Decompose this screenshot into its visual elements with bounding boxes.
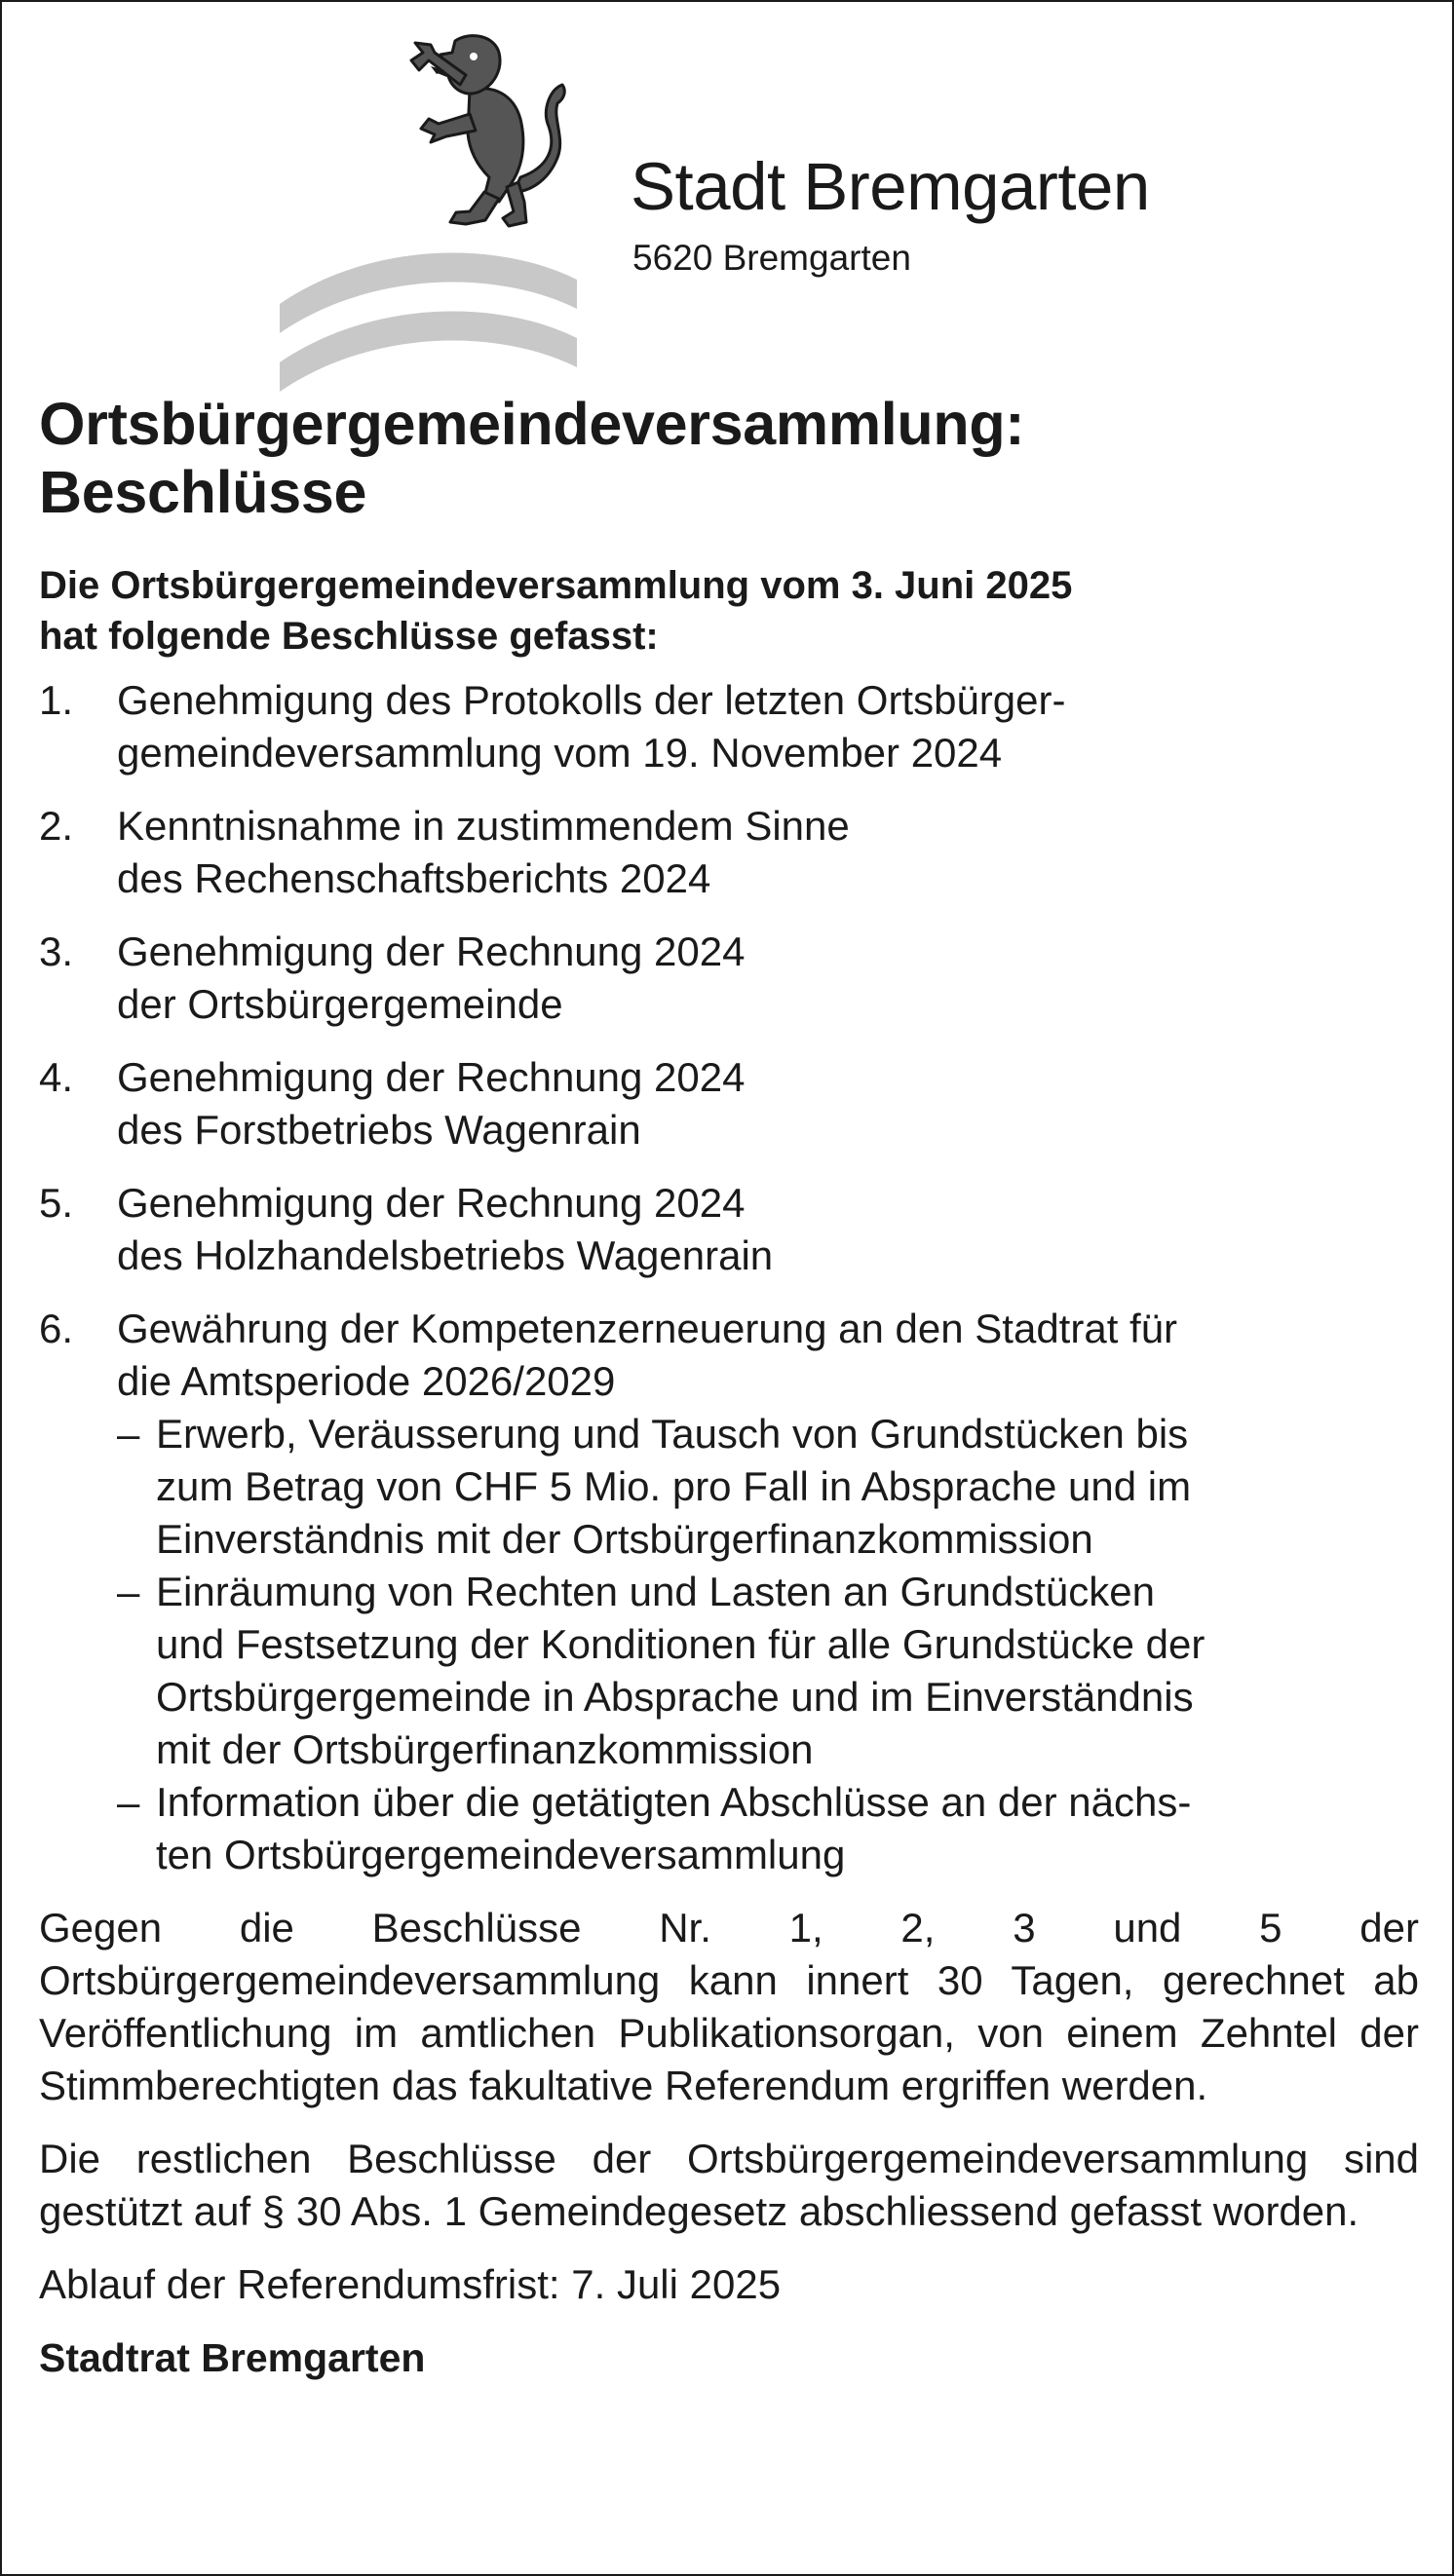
intro-text — [39, 560, 1419, 662]
decision-line: Genehmigung der Rechnung 2024 — [117, 928, 746, 974]
org-name: Stadt Bremgarten — [631, 149, 1150, 224]
decision-line: gemeindeversammlung vom 19. November 2024 — [117, 730, 1003, 776]
dash-bullet: – — [117, 1569, 140, 1614]
dash-bullet: – — [117, 1779, 140, 1825]
sub-item-line: Einverständnis mit der Ortsbürgerfinanzkommission — [156, 1516, 1093, 1562]
decision-number: 5. — [39, 1180, 74, 1226]
decision-item — [39, 926, 1419, 1031]
decision-number: 3. — [39, 928, 74, 974]
decision-item — [39, 674, 1419, 779]
sub-item-line: zum Betrag von CHF 5 Mio. pro Fall in Absprache und im — [156, 1463, 1192, 1509]
decision-line: der Ortsbürgergemeinde — [117, 981, 563, 1027]
sub-item — [117, 1776, 1419, 1881]
decision-line: Kenntnisnahme in zustimmendem Sinne — [117, 803, 850, 849]
sub-item-line: ten Ortsbürgergemeindeversammlung — [156, 1832, 846, 1877]
title-line-1: Ortsbürgergemeindeversammlung: — [39, 391, 1025, 457]
decision-number: 1. — [39, 677, 74, 723]
sub-item-list — [117, 1408, 1419, 1881]
org-address: 5620 Bremgarten — [632, 238, 911, 278]
decision-item — [39, 1177, 1419, 1282]
decision-number: 2. — [39, 803, 74, 849]
decision-line: die Amtsperiode 2026/2029 — [117, 1358, 616, 1404]
referendum-paragraph: Gegen die Beschlüsse Nr. 1, 2, 3 und 5 der Ortsbürgergemeindeversammlung kann innert 30 Tagen, gerechnet ab Veröffentlichung im amtlichen Publikationsorgan, von einem Zehntel der Stimmberechtigten das fakultative Referendum ergriffen werden. — [39, 1905, 1419, 2108]
decision-line: des Forstbetriebs Wagenrain — [117, 1107, 641, 1153]
lion-coat-of-arms-icon — [402, 31, 577, 231]
announcement-body — [39, 390, 1419, 2384]
bridge-arches-icon — [275, 221, 587, 397]
sub-item-line: mit der Ortsbürgerfinanzkommission — [156, 1726, 814, 1772]
sub-item — [117, 1408, 1419, 1566]
decision-item — [39, 1303, 1419, 1881]
sub-item — [117, 1566, 1419, 1776]
final-paragraph: Die restlichen Beschlüsse der Ortsbürgergemeindeversammlung sind gestützt auf § 30 Abs. 1 Gemeindegesetz abschliessend gefasst worden. — [39, 2136, 1419, 2234]
decision-line: des Rechenschaftsberichts 2024 — [117, 855, 711, 901]
sub-item-line: Information über die getätigten Abschlüsse an der nächs- — [156, 1779, 1192, 1825]
sub-item-line: Ortsbürgergemeinde in Absprache und im Einverständnis — [156, 1674, 1194, 1720]
decision-number: 4. — [39, 1054, 74, 1100]
intro-line-1: Die Ortsbürgergemeindeversammlung vom 3. Juni 2025 — [39, 564, 1073, 607]
dash-bullet: – — [117, 1411, 140, 1457]
decision-item — [39, 1051, 1419, 1156]
decision-item — [39, 800, 1419, 905]
decision-line: des Holzhandelsbetriebs Wagenrain — [117, 1232, 774, 1278]
signature: Stadtrat Bremgarten — [39, 2335, 426, 2380]
page-title — [39, 390, 1419, 526]
decision-line: Genehmigung der Rechnung 2024 — [117, 1054, 746, 1100]
header — [275, 31, 1249, 362]
sub-item-line: Erwerb, Veräusserung und Tausch von Grundstücken bis — [156, 1411, 1189, 1457]
sub-item-line: Einräumung von Rechten und Lasten an Grundstücken — [156, 1569, 1156, 1614]
decision-line: Genehmigung des Protokolls der letzten Ortsbürger- — [117, 677, 1066, 723]
intro-line-2: hat folgende Beschlüsse gefasst: — [39, 615, 659, 658]
decision-line: Genehmigung der Rechnung 2024 — [117, 1180, 746, 1226]
title-line-2: Beschlüsse — [39, 459, 367, 525]
decision-number: 6. — [39, 1306, 74, 1351]
decision-line: Gewährung der Kompetenzerneuerung an den Stadtrat für — [117, 1306, 1178, 1351]
decisions-list — [39, 674, 1419, 1881]
referendum-deadline: Ablauf der Referendumsfrist: 7. Juli 2025 — [39, 2261, 782, 2307]
sub-item-line: und Festsetzung der Konditionen für alle Grundstücke der — [156, 1621, 1205, 1667]
